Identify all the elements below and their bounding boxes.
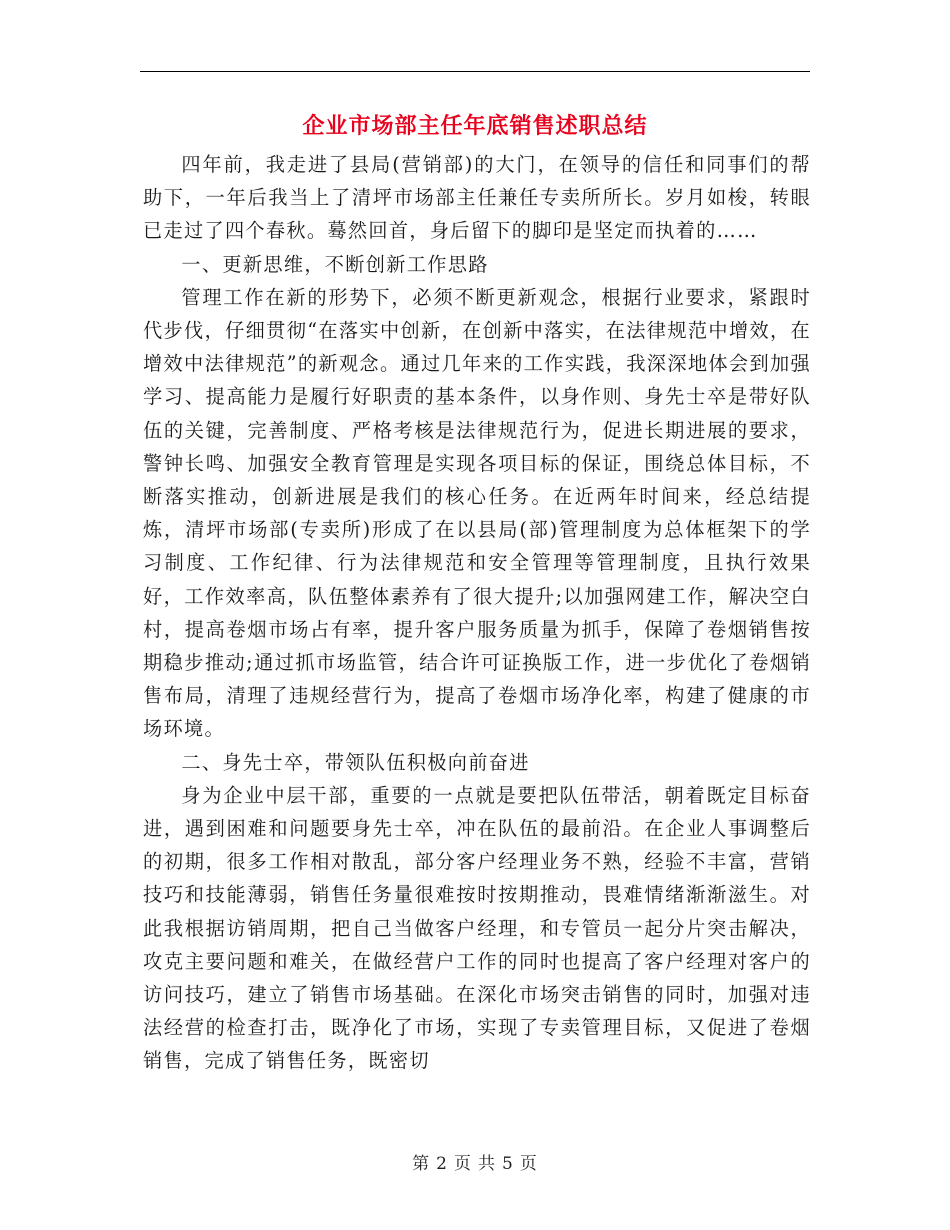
- footer-current-page: 2: [436, 1154, 448, 1174]
- document-title: 企业市场部主任年底销售述职总结: [302, 113, 648, 139]
- footer-prefix: 第: [412, 1154, 431, 1174]
- footer-total-prefix: 共: [478, 1154, 496, 1174]
- header-rule: [140, 71, 810, 72]
- section-heading-1: 一、更新思维，不断创新工作思路: [181, 252, 489, 276]
- footer-page-word: 页: [454, 1154, 472, 1174]
- paragraph-section-2: 身为企业中层干部，重要的一点就是要把队伍带活，朝着既定目标奋进，遇到困难和问题要身先士卒，冲在队伍的最前沿。在企业人事调整后的初期，很多工作相对散乱，部分客户经理业务不熟，经验不丰富，营销技巧和技能薄弱，销售任务量很难按时按期推动，畏难情绪渐渐滋生。对此我根据访销周期，把自己当做客户经理，和专管员一起分片突击解决，攻克主要问题和难关，在做经营户工作的同时也提高了客户经理对客户的访问技巧，建立了销售市场基础。在深化市场突击销售的同时，加强对违法经营的检查打击，既净化了市场，实现了专卖管理目标，又促进了卷烟销售，完成了销售任务，既密切: [143, 783, 811, 1073]
- footer-suffix: 页: [519, 1154, 538, 1174]
- section-heading-2: 二、身先士卒，带领队伍积极向前奋进: [181, 750, 530, 774]
- document-body: [143, 148, 811, 1078]
- paragraph-section-1: 管理工作在新的形势下，必须不断更新观念，根据行业要求，紧跟时代步伐，仔细贯彻“在落实中创新，在创新中落实，在法律规范中增效，在增效中法律规范”的新观念。通过几年来的工作实践，我深深地体会到加强学习、提高能力是履行好职责的基本条件，以身作则、身先士卒是带好队伍的关键，完善制度、严格考核是法律规范行为，促进长期进展的要求，警钟长鸣、加强安全教育管理是实现各项目标的保证，围绕总体目标，不断落实推动，创新进展是我们的核心任务。在近两年时间来，经总结提炼，清坪市场部(专卖所)形成了在以县局(部)管理制度为总体框架下的学习制度、工作纪律、行为法律规范和安全管理等管理制度，且执行效果好，工作效率高，队伍整体素养有了很大提升;以加强网建工作，解决空白村，提高卷烟市场占有率，提升客户服务质量为抓手，保障了卷烟销售按期稳步推动;通过抓市场监管，结合许可证换版工作，进一步优化了卷烟销售布局，清理了违规经营行为，提高了卷烟市场净化率，构建了健康的市场环境。: [143, 285, 811, 741]
- footer-total-pages: 5: [502, 1154, 514, 1174]
- paragraph-intro: 四年前，我走进了县局(营销部)的大门，在领导的信任和同事们的帮助下，一年后我当上了清坪市场部主任兼任专卖所所长。岁月如梭，转眼已走过了四个春秋。蓦然回首，身后留下的脚印是坚定而执着的……: [143, 153, 811, 243]
- page-footer: [0, 1152, 950, 1176]
